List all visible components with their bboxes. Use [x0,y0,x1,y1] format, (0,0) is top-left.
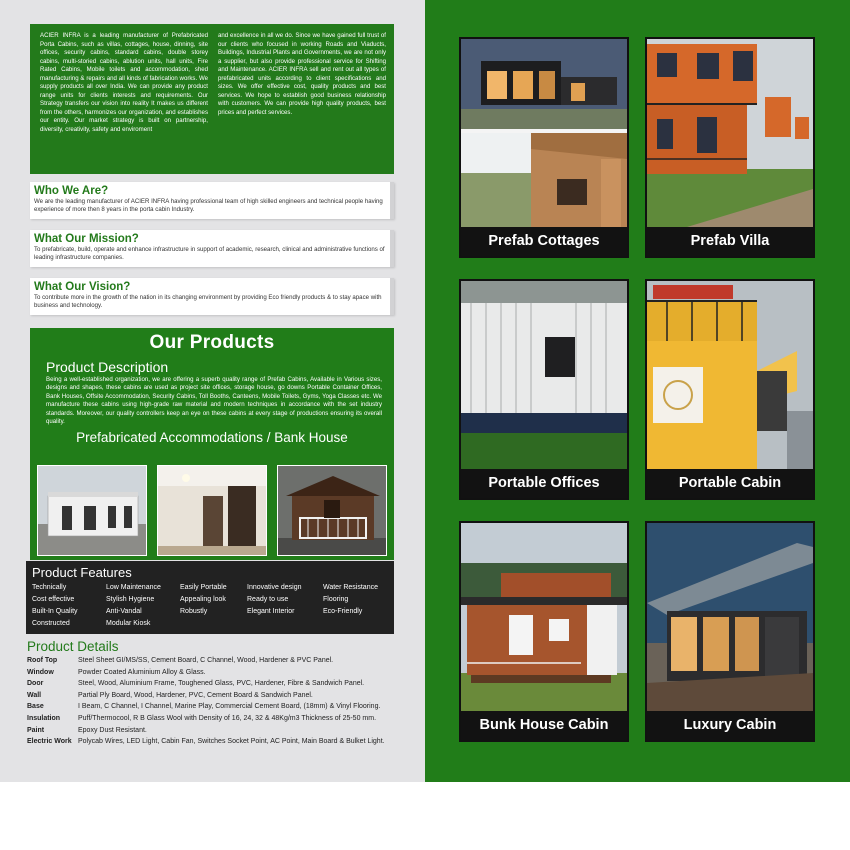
feature-item: Technically [32,584,67,591]
who-we-are-text: We are the leading manufacturer of ACIER INFRA having professional team of high skilled engineers and technical people having experience of more then 8 years in the porta cabin Industry. [34,198,383,214]
product-details [27,638,395,748]
detail-label: Roof Top [27,657,58,664]
card-prefab-cottages [459,37,629,258]
card-caption: Portable Offices [488,475,600,491]
feature-item [323,618,393,630]
card-caption: Luxury Cabin [683,717,777,733]
feature-item: Anti-Vandal [106,608,142,615]
card-caption: Prefab Cottages [488,233,600,249]
detail-row [27,725,395,737]
feature-item: Innovative design [247,584,302,591]
portable-offices-photo [461,281,627,469]
detail-row [27,667,395,679]
feature-item: Built-In Quality [32,608,78,615]
detail-label: Window [27,668,54,676]
feature-item: Flooring [323,596,349,603]
portable-cabin-photo [647,281,813,469]
feature-item: Robustly [180,608,208,615]
detail-value: Steel Sheet GI/MS/SS, Cement Board, C Channel, Wood, Hardener & PVC Panel. [78,657,334,664]
detail-row [27,678,395,690]
intro-column-1: ACIER INFRA is a leading manufacturer of Prefabricated Porta Cabins, such as villas, cottages, house, dinning, site offices, security cabins, standard cabins, double storey cabins, multi-storied cabins, ablution units, hall units, Fire Rated Cabins, Mobile toilets and accommodation, shed manufacturing & repairs and all kinds of fabrication works. We supply products all over India. We can provide any product range units for clients interests and requirements. Our Strategy transfers our vision into reality It makes us different from the others, harmonizes our organization, and establishes our entity. Our market strategy is built on partnership, diversity, creativity, safety and enviroment [40,32,208,133]
bank-house-photo [277,465,387,556]
card-bunk-house-cabin [459,521,629,742]
details-title: Product Details [27,639,119,654]
feature-item: Modular Kiosk [106,620,151,627]
prefab-villa-photo [647,39,813,227]
detail-row [27,690,395,702]
bottom-margin [0,782,850,850]
card-caption: Portable Cabin [678,475,782,491]
features-grid [32,582,388,630]
accommodation-photos [37,465,387,556]
card-caption: Prefab Villa [690,233,770,249]
detail-value: Polycab Wires, LED Light, Cabin Fan, Switches Socket Point, AC Point, Main Board & Bulket Light. [78,738,385,746]
prefab-cottages-photo [461,39,627,227]
detail-value: Puff/Thermocool, R B Glass Wool with Density of 16, 24, 32 & 48Kg/m3 Thickness of 25-50 mm. [78,714,377,722]
detail-label: Wall [27,691,42,699]
detail-label: Insulation [27,714,61,722]
product-description-title: Product Description [46,359,169,375]
accommodations-title: Prefabricated Accommodations / Bank House [76,430,348,446]
feature-item: Water Resistance [323,584,378,591]
feature-item: Easily Portable [180,584,227,591]
mission-box [30,230,394,267]
detail-row [27,736,395,748]
card-portable-offices [459,279,629,500]
product-description-text: Being a well-established organization, we are offering a superb quality range of Prefab Cabins, Available in Various sizes, designs and shapes, these cabins are used as project site offices, storage house, go downs Portable Container Offices, Bank Houses, Offsite Accommodation, Security Cabins, Toll Booths, Canteens, Mobile Toilets, Gyms, Yoga Classes etc. We manufacture these cabins using high-grade raw material and modern techniques in accordance with the set industry standards. Moreover, our quality controllers keep an eye on these cabins at every stage of productions ensuring its overall quality. [46,376,382,426]
vision-box [30,278,394,315]
product-features [26,561,394,634]
who-we-are-box [30,182,394,219]
detail-label: Paint [27,726,45,734]
vision-title: What Our Vision? [34,281,131,293]
detail-value: Powder Coated Aluminium Alloy & Glass. [78,668,206,676]
mission-text: To prefabricate, build, operate and enhance infrastructure in support of academic, research, clinical and administrative functions of leading infrastructure companies. [34,246,385,262]
feature-item: Appealing look [180,596,226,603]
detail-label: Electric Work [27,738,72,746]
feature-item: Stylish Hygiene [106,596,155,603]
detail-label: Base [27,703,44,711]
features-title: Product Features [32,565,132,580]
card-prefab-villa [645,37,815,258]
vision-text: To contribute more in the growth of the nation in its changing environment by providing Eco friendly products & to stay apace with business and technology. [34,294,382,310]
products-section [30,328,394,560]
detail-label: Door [27,680,44,688]
luxury-cabin-photo [647,523,813,711]
intro-column-2: and excellence in all we do. Since we have gained full trust of our clients who focused in working Roads and Viaducts, Buildings, Industrial Plants and Governments, we are not only a supplier, but also provide professional service for Shifting and Maintenance. ACIER INFRA sell and rent out all types of prefabricated units according to client specifications and sizes. We offer effective cost, quality products and best services. We hope to establish good business relationship with customers. We can provide high quality products, best prices and perfect services. [218,32,386,116]
feature-item: Eco-Friendly [323,608,363,615]
bunk-house-cabin-photo [461,523,627,711]
who-we-are-title: Who We Are? [34,185,109,197]
intro-block [30,24,394,174]
feature-item: Cost effective [32,596,75,603]
card-luxury-cabin [645,521,815,742]
container-cabin-photo [37,465,147,556]
feature-item: Ready to use [247,596,289,603]
card-caption: Bunk House Cabin [479,717,609,733]
feature-item: Low Maintenance [106,584,161,591]
cabin-interior-photo [157,465,267,556]
detail-row [27,713,395,725]
feature-item [180,618,247,630]
detail-value: Partial Ply Board, Wood, Hardener, PVC, Cement Board & Sandwich Panel. [78,691,313,699]
detail-value: I Beam, C Channel, I Channel, Marine Play, Commercial Cement Board, (18mm) & Vinyl Flooring. [78,703,381,711]
feature-item: Elegant Interior [247,608,295,615]
detail-value: Epoxy Dust Resistant. [78,726,147,734]
mission-title: What Our Mission? [34,233,139,245]
detail-value: Steel, Wood, Aluminium Frame, Toughened Glass, PVC, Hardener, Fibre & Sandwich Panel. [78,680,365,688]
feature-item: Constructed [32,620,70,627]
detail-row [27,655,395,667]
feature-item [247,618,323,630]
products-title: Our Products [149,332,275,353]
detail-row [27,701,395,713]
card-portable-cabin [645,279,815,500]
